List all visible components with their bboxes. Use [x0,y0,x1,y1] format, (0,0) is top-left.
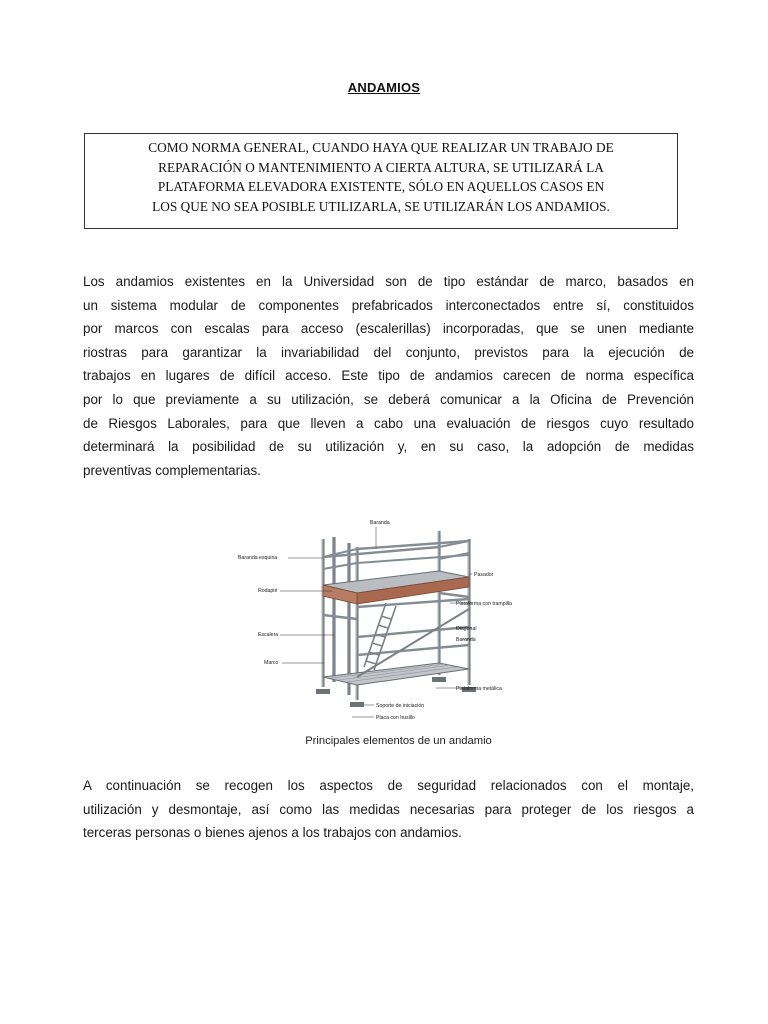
scaffold-figure [236,517,526,727]
notice-line: LOS QUE NO SEA POSIBLE UTILIZARLA, SE UTILIZARÁN LOS ANDAMIOS. [152,198,610,214]
notice-line: PLATAFORMA ELEVADORA EXISTENTE, SÓLO EN AQUELLOS CASOS EN [157,179,605,194]
figure-caption: Principales elementos de un andamio [305,735,492,747]
label-diagonal: Diagonal [456,626,477,632]
label-soporte-iniciacion: Soporte de iniciación [376,703,425,709]
intro-paragraph [83,270,694,482]
paragraph-line: por lo que previamente a su utilización, se deberá comunicar a la Oficina de Prevención [83,391,694,407]
paragraph-line: Los andamios existentes en la Universidad son de tipo estándar de marco, basados en [83,274,694,289]
notice-line: COMO NORMA GENERAL, CUANDO HAYA QUE REALIZAR UN TRABAJO DE [148,140,614,155]
label-plataforma-metalica: Plataforma metálica [456,686,502,692]
page-title: ANDAMIOS [347,80,421,95]
leader-lines [280,527,472,717]
label-plataforma-trampilla: Plataforma con trampilla [456,601,512,607]
paragraph-line: un sistema modular de componentes prefabricados interconectados entre sí, constituidos [83,297,694,313]
label-placa-husillo: Placa con husillo [376,715,415,721]
paragraph-line: de Riesgos Laborales, para que lleven a cabo una evaluación de riesgos cuyo resultado [83,415,694,431]
label-baranda-esquina: Baranda esquina [238,555,278,561]
label-baranda-top: Baranda [370,520,390,526]
label-pasador: Pasador [474,572,494,578]
label-marco: Marco [264,660,279,666]
paragraph-line: utilización y desmontaje, así como las medidas necesarias para proteger de los riesgos a [83,801,694,817]
paragraph-line: terceras personas o bienes ajenos a los trabajos con andamios. [83,825,462,841]
notice-line: REPARACIÓN O MANTENIMIENTO A CIERTA ALTURA, SE UTILIZARÁ LA [158,159,604,175]
scaffold-illustration [236,517,526,727]
label-baranda-mid: Baranda [456,637,476,643]
paragraph-line: riostras para garantizar la invariabilidad del conjunto, previstos para la ejecución de [83,344,694,360]
paragraph-line: trabajos en lugares de difícil acceso. Este tipo de andamios carecen de norma específica [83,368,694,384]
paragraph-line: por marcos con escalas para acceso (escalerillas) incorporadas, que se unen mediante [83,321,694,337]
paragraph-line: preventivas complementarias. [83,462,261,478]
closing-paragraph [83,774,694,845]
lower-platform [323,663,469,685]
paragraph-line: A continuación se recogen los aspectos de seguridad relacionados con el montaje, [83,778,694,793]
label-escalera: Escalera [258,632,279,638]
notice-box [84,133,678,229]
paragraph-line: determinará la posibilidad de su utilización y, en su caso, la adopción de medidas [83,439,694,455]
label-rodapie: Rodapié [258,588,278,594]
